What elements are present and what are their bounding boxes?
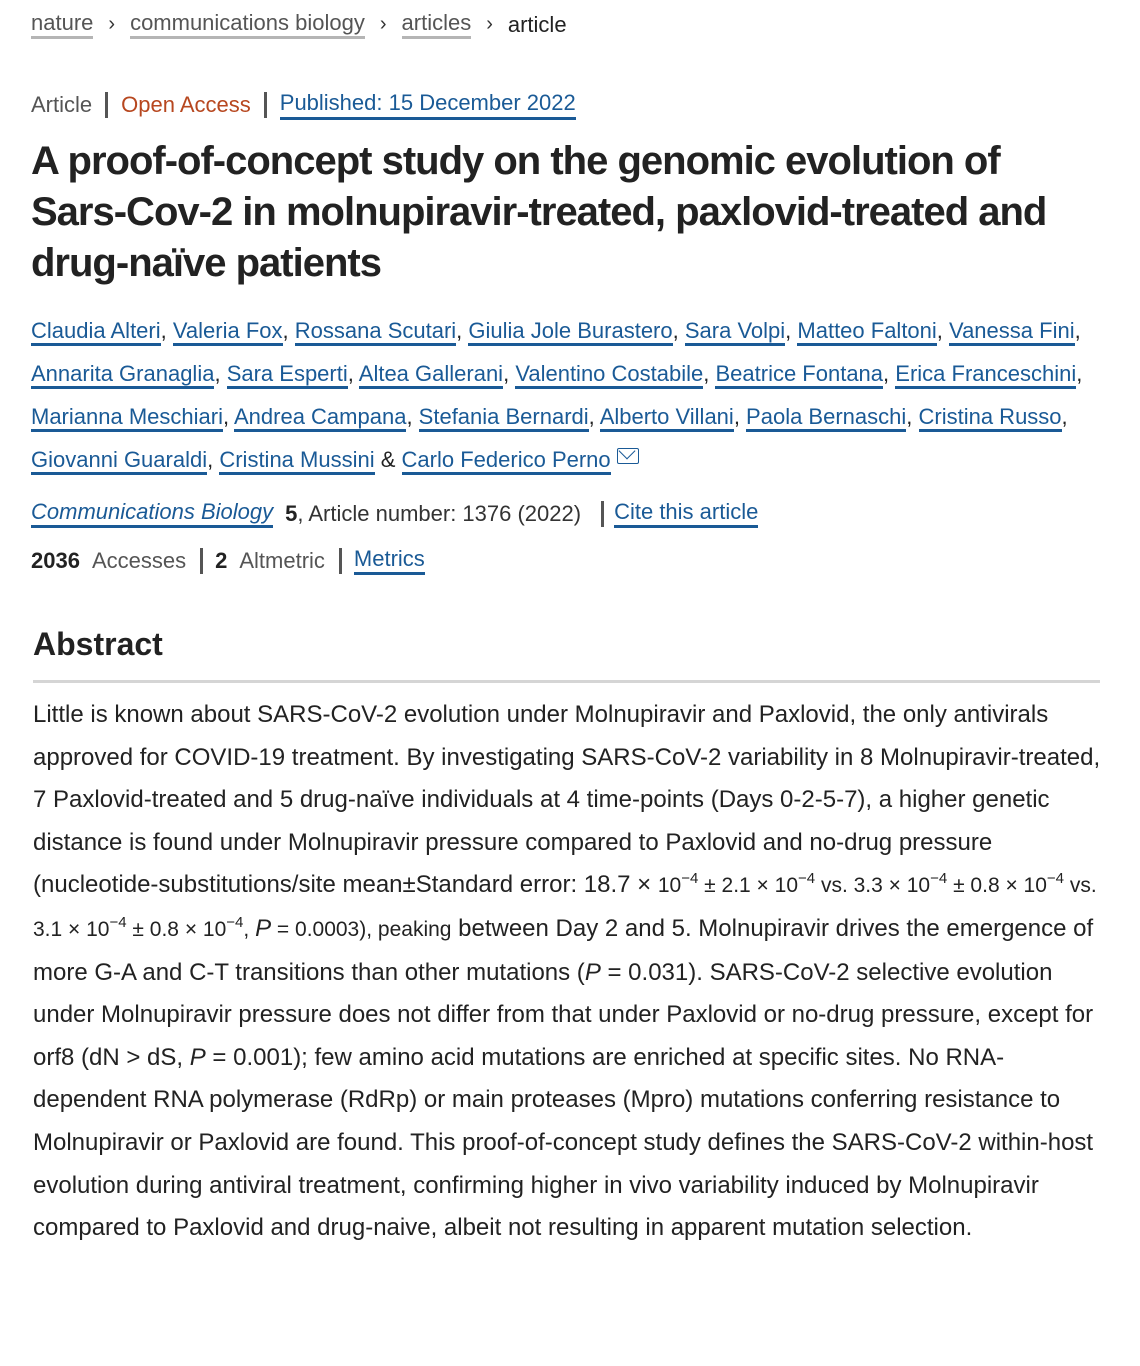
author-link[interactable]: Altea Gallerani <box>359 361 503 389</box>
statistic-text: vs. 3.3 × 10 <box>815 874 931 898</box>
statistic-text: ± 0.8 × 10 <box>947 874 1047 898</box>
metrics-link[interactable]: Metrics <box>354 546 425 575</box>
author-link[interactable]: Andrea Campana <box>234 404 406 432</box>
statistic-text: ± 2.1 × 10 <box>698 874 799 898</box>
abstract-text-part-3: ). SARS-CoV-2 selective evolution under Molnupiravir pressure does not differ from that under Paxlovid or no-drug pressure, except for orf8 (dN > dS, <box>33 958 1094 1071</box>
p-symbol: P <box>584 958 601 986</box>
exponent: −4 <box>681 870 699 888</box>
breadcrumb-separator: › <box>379 13 387 35</box>
divider <box>200 548 203 574</box>
exponent: −4 <box>226 913 244 931</box>
breadcrumb-separator: › <box>486 13 493 35</box>
accesses-count: 2036 <box>31 547 80 573</box>
author-link[interactable]: Sara Esperti <box>227 361 348 389</box>
author-link[interactable]: Paola Bernaschi <box>746 404 906 432</box>
exponent: −4 <box>798 870 816 888</box>
author-link[interactable]: Giulia Jole Burastero <box>468 318 672 346</box>
author-link[interactable]: Stefania Bernardi <box>419 404 589 432</box>
exponent: −4 <box>109 913 127 931</box>
author-link[interactable]: Rossana Scutari <box>295 318 456 346</box>
abstract-text-part-2: between Day 2 and 5. Molnupiravir drives the emergence of more G-A and C-T transitions than other mutations ( <box>33 914 1094 986</box>
author-link[interactable]: Claudia Alteri <box>31 318 161 346</box>
statistic-text: = 0.0003), peaking <box>271 917 452 941</box>
breadcrumb-current: article <box>507 11 567 37</box>
open-access-label: Open Access <box>121 92 251 117</box>
exponent: −4 <box>930 870 948 888</box>
statistic-text: 10 <box>657 874 682 898</box>
abstract-body <box>33 694 1103 1250</box>
abstract-text-part-4: ); few amino acid mutations are enriched at specific sites. No RNA-dependent RNA polymerase (RdRp) or main proteases (Mpro) mutations conferring resistance to Molnupiravir or Paxlovid are found. This proof-of-concept study defines the SARS-CoV-2 within-host evolution during antiviral treatment, confirming higher in vivo variability induced by Molnupiravir compared to Paxlovid and drug-naive, albeit not resulting in apparent mutation selection. <box>33 1043 1094 1242</box>
breadcrumb-communications-biology[interactable]: communications biology <box>130 10 365 39</box>
abstract-heading: Abstract <box>33 626 163 662</box>
author-link[interactable]: Giovanni Guaraldi <box>31 447 207 475</box>
author-link[interactable]: Marianna Meschiari <box>31 404 223 432</box>
divider <box>601 501 604 527</box>
breadcrumb <box>31 10 567 39</box>
breadcrumb-separator: › <box>108 13 116 35</box>
author-link[interactable]: Carlo Federico Perno <box>402 447 611 475</box>
p-symbol: P <box>255 914 272 942</box>
author-ampersand: & <box>380 447 396 472</box>
altmetric-count: 2 <box>215 547 228 573</box>
metrics-row <box>31 546 425 575</box>
altmetric-label: Altmetric <box>239 547 325 573</box>
breadcrumb-nature[interactable]: nature <box>31 10 93 39</box>
statistic-text: vs. 3.1 × 10 <box>33 874 1097 941</box>
p-symbol: P <box>189 1043 206 1071</box>
p-value: = 0.031 <box>600 958 689 986</box>
email-icon[interactable] <box>617 448 639 464</box>
article-number: , Article number: 1376 (2022) <box>297 500 582 526</box>
cite-article-link[interactable]: Cite this article <box>614 499 758 528</box>
breadcrumb-articles[interactable]: articles <box>402 10 472 39</box>
author-link[interactable]: Matteo Faltoni <box>797 318 936 346</box>
author-link[interactable]: Sara Volpi <box>685 318 785 346</box>
author-link[interactable]: Valeria Fox <box>173 318 283 346</box>
p-value: = 0.001 <box>205 1043 294 1071</box>
abstract-divider <box>33 680 1100 683</box>
author-link[interactable]: Erica Franceschini <box>895 361 1076 389</box>
divider <box>105 92 108 118</box>
journal-link[interactable]: Communications Biology <box>31 499 273 528</box>
statistic-text: ± 0.8 × 10 <box>126 917 227 941</box>
author-link[interactable]: Beatrice Fontana <box>715 361 883 389</box>
abstract-text-part-1: Little is known about SARS-CoV-2 evolution under Molnupiravir and Paxlovid, the only antivirals approved for COVID-19 treatment. By investigating SARS-CoV-2 variability in 8 Molnupiravir-treated, 7 Paxlovid-treated and 5 drug-naïve individuals at 4 time-points (Days 0-2-5-7), a higher genetic distance is found under Molnupiravir pressure compared to Paxlovid and no-drug pressure (nucleotide-substitutions/site mean±Standard error: 18.7 × <box>33 701 1101 899</box>
article-title: A proof-of-concept study on the genomic evolution of Sars-Cov-2 in molnupiravir-treated, paxlovid-treated and drug-naïve patients <box>31 139 1047 285</box>
author-link[interactable]: Alberto Villani <box>600 404 734 432</box>
statistic-text: , <box>243 917 256 941</box>
author-list: Claudia Alteri, Valeria Fox, Rossana Scutari, Giulia Jole Burastero, Sara Volpi, Matteo Faltoni, Vanessa Fini, Annarita Granaglia, Sara Esperti, Altea Gallerani, Valentino Costabile, Beatrice Fontana, Erica Franceschini, Marianna Meschiari, Andrea Campana, Stefania Bernardi, Alberto Villani, Paola Bernaschi, Cristina Russo, Giovanni Guaraldi, Cristina Mussini & Carlo Federico Perno <box>31 309 1101 481</box>
article-meta <box>31 90 576 120</box>
divider <box>339 548 342 574</box>
author-link[interactable]: Valentino Costabile <box>515 361 703 389</box>
author-link[interactable]: Cristina Russo <box>919 404 1062 432</box>
volume-number: 5 <box>285 500 298 526</box>
published-date-link[interactable]: Published: 15 December 2022 <box>280 90 576 120</box>
exponent: −4 <box>1046 870 1065 888</box>
article-type: Article <box>31 92 93 117</box>
author-link[interactable]: Cristina Mussini <box>219 447 374 475</box>
citation-line <box>31 499 758 528</box>
author-link[interactable]: Annarita Granaglia <box>31 361 214 389</box>
author-link[interactable]: Vanessa Fini <box>949 318 1075 346</box>
accesses-label: Accesses <box>91 547 187 573</box>
divider <box>264 92 267 118</box>
